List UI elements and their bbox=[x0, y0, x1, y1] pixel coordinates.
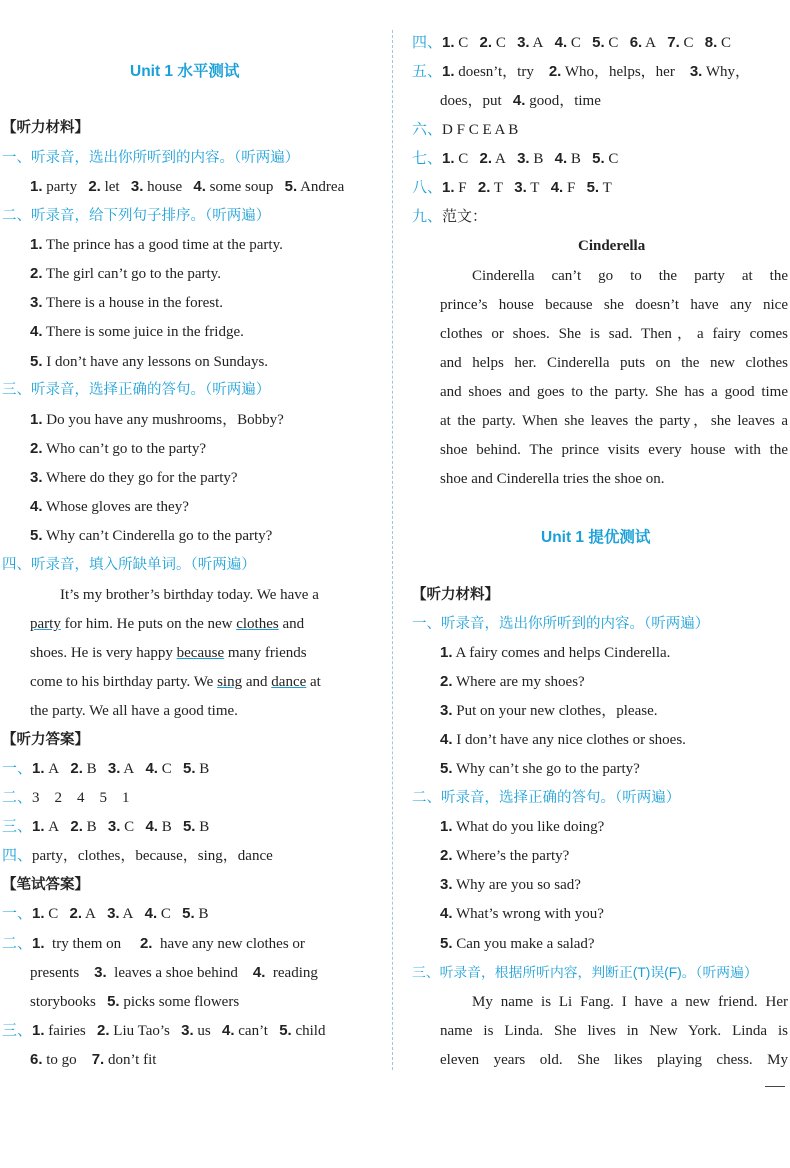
listening-answers-row-4: 四、party，clothes，because，sing，dance bbox=[2, 847, 273, 864]
written-answers-row-3: 三、1. fairies 2. Liu Tao’s 3. us 4. can’t 5. child bbox=[2, 1022, 326, 1039]
listening-material-header: 【听力材料】 bbox=[2, 120, 89, 136]
unit-title-level-test: Unit 1 水平测试 bbox=[130, 63, 240, 80]
answers-row-8: 八、1. F 2. T 3. T 4. F 5. T bbox=[412, 179, 612, 196]
answers-row-7: 七、1. C 2. A 3. B 4. B 5. C bbox=[412, 150, 619, 167]
list-item: 2. Who can’t go to the party? bbox=[30, 440, 207, 457]
essay-line-6: at the party. When she leaves the party，she leaves a bbox=[440, 413, 788, 429]
list-item: 2. Where are my shoes? bbox=[440, 673, 585, 690]
option-4: some soup bbox=[209, 179, 274, 195]
list-item: 3. Where do they go for the party? bbox=[30, 469, 238, 486]
blank-sing: sing bbox=[217, 674, 243, 690]
continuation-dash bbox=[765, 1086, 785, 1087]
written-answers-header: 【笔试答案】 bbox=[2, 877, 89, 893]
option-1: party bbox=[46, 179, 78, 195]
listening-answers-header: 【听力答案】 bbox=[2, 732, 89, 748]
list-item: 1. The prince has a good time at the party. bbox=[30, 236, 283, 253]
passage-line-3: shoes. He is very happy because many friends bbox=[30, 645, 307, 661]
list-item: 3. Why are you so sad? bbox=[440, 876, 581, 893]
list-item: 3. There is a house in the forest. bbox=[30, 294, 224, 311]
passage-line-1: My name is Li Fang. I have a new friend. Her bbox=[472, 994, 788, 1010]
listening-answers-row-2: 二、3 2 4 5 1 bbox=[2, 789, 130, 806]
passage-line-1: It’s my brother’s birthday today. We have a bbox=[60, 587, 319, 603]
written-answers-row-2-cont: presents 3. leaves a shoe behind 4. reading bbox=[30, 964, 318, 981]
passage-line-4: come to his birthday party. We sing and dance at bbox=[30, 674, 321, 690]
answers-row-5: 五、1. doesn’t，try 2. Who，helps，her 3. Why， bbox=[412, 63, 750, 80]
passage-line-3: eleven years old. She likes playing chess. My bbox=[440, 1052, 788, 1068]
section-1-heading-2: 一、听录音，选出你所听到的内容。（听两遍） bbox=[412, 616, 710, 632]
section-1-options: 1. party 2. let 3. house 4. some soup 5. Andrea bbox=[30, 178, 345, 195]
section-1-heading: 一、听录音，选出你所听到的内容。（听两遍） bbox=[2, 150, 300, 166]
section-3-heading: 三、听录音，选择正确的答句。（听两遍） bbox=[2, 382, 271, 398]
written-answers-row-2-cont2: storybooks 5. picks some flowers bbox=[30, 993, 240, 1010]
listening-answers-row-3: 三、1. A 2. B 3. C 4. B 5. B bbox=[2, 818, 210, 835]
section-2-heading-2: 二、听录音，选择正确的答句。（听两遍） bbox=[412, 790, 681, 806]
listening-material-header-2: 【听力材料】 bbox=[412, 587, 499, 603]
option-3: house bbox=[147, 179, 183, 195]
essay-line-8: shoe and Cinderella tries the shoe on. bbox=[440, 471, 665, 487]
unit-title-advanced-test: Unit 1 提优测试 bbox=[541, 529, 651, 546]
answers-row-6: 六、D F C E A B bbox=[412, 121, 519, 138]
section-4-heading: 四、听录音，填入所缺单词。（听两遍） bbox=[2, 557, 256, 573]
list-item: 1. A fairy comes and helps Cinderella. bbox=[440, 644, 671, 661]
essay-line-7: shoe behind. The prince visits every house with the bbox=[440, 442, 788, 458]
list-item: 1. What do you like doing? bbox=[440, 818, 605, 835]
list-item: 4. Whose gloves are they? bbox=[30, 498, 189, 515]
essay-line-2: prince’s house because she doesn’t have any nice bbox=[440, 297, 788, 313]
answers-row-9: 九、范文： bbox=[412, 208, 488, 225]
blank-clothes: clothes bbox=[236, 616, 279, 632]
list-item: 5. Why can’t Cinderella go to the party? bbox=[30, 527, 273, 544]
list-item: 3. Put on your new clothes，please. bbox=[440, 702, 658, 719]
answers-row-5-cont: does，put 4. good，time bbox=[440, 92, 601, 109]
list-item: 5. I don’t have any lessons on Sundays. bbox=[30, 353, 269, 370]
column-divider bbox=[392, 30, 393, 1070]
list-item: 5. Can you make a salad? bbox=[440, 935, 595, 952]
written-answers-row-3-cont: 6. to go 7. don’t fit bbox=[30, 1051, 157, 1068]
list-item: 4. What’s wrong with you? bbox=[440, 905, 604, 922]
model-essay-title: Cinderella bbox=[578, 238, 646, 254]
section-2-heading: 二、听录音，给下列句子排序。（听两遍） bbox=[2, 208, 271, 224]
written-answers-row-1: 一、1. C 2. A 3. A 4. C 5. B bbox=[2, 905, 209, 922]
list-item: 2. Where’s the party? bbox=[440, 847, 570, 864]
blank-because: because bbox=[176, 645, 225, 661]
listening-answers-row-1: 一、1. A 2. B 3. A 4. C 5. B bbox=[2, 760, 210, 777]
answers-row-4: 四、1. C 2. C 3. A 4. C 5. C 6. A 7. C 8. C bbox=[412, 34, 732, 51]
essay-line-5: and shoes and goes to the party. She has a good time bbox=[440, 384, 788, 400]
list-item: 4. I don’t have any nice clothes or shoes. bbox=[440, 731, 686, 748]
written-answers-row-2: 二、1. try them on 2. have any new clothes or bbox=[2, 935, 305, 952]
essay-line-3: clothes or shoes. She is sad. Then，a fairy comes bbox=[440, 326, 788, 342]
passage-line-2: party for him. He puts on the new clothes and bbox=[30, 616, 305, 632]
passage-line-2: name is Linda. She lives in New York. Linda is bbox=[440, 1023, 788, 1039]
option-2: let bbox=[104, 179, 120, 195]
blank-dance: dance bbox=[271, 674, 307, 690]
section-3-heading-2: 三、听录音，根据所听内容，判断正(T)误(F)。（听两遍） bbox=[412, 965, 758, 980]
essay-line-1: Cinderella can’t go to the party at the bbox=[472, 268, 788, 284]
list-item: 4. There is some juice in the fridge. bbox=[30, 323, 244, 340]
blank-party: party bbox=[30, 616, 61, 632]
list-item: 2. The girl can’t go to the party. bbox=[30, 265, 221, 282]
list-item: 5. Why can’t she go to the party? bbox=[440, 760, 640, 777]
option-5: Andrea bbox=[300, 179, 345, 195]
essay-line-4: and helps her. Cinderella puts on the new clothes bbox=[440, 355, 788, 371]
list-item: 1. Do you have any mushrooms，Bobby? bbox=[30, 411, 284, 428]
passage-line-5: the party. We all have a good time. bbox=[30, 703, 238, 719]
